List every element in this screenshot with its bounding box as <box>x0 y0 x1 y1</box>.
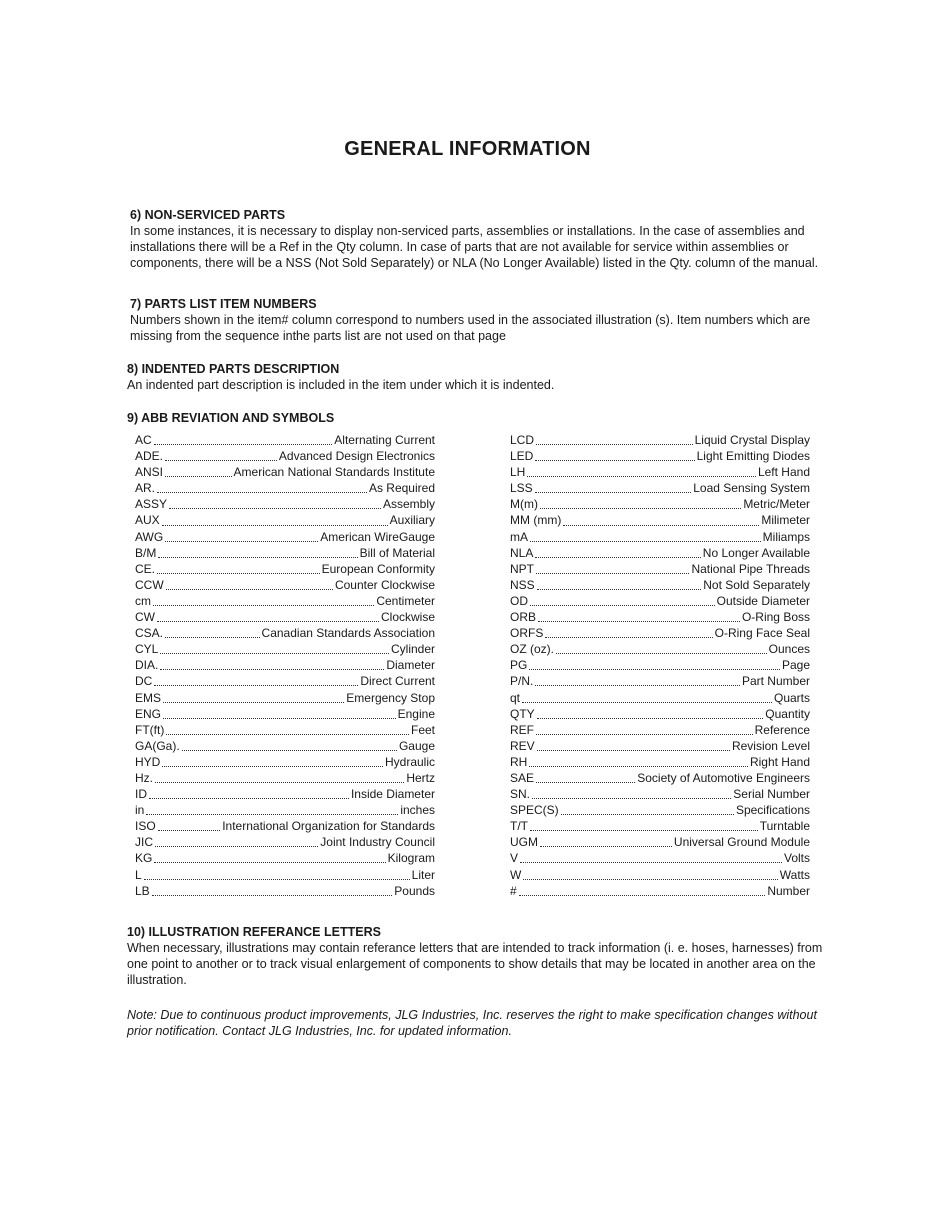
abbreviation-key: LCD <box>510 433 535 447</box>
abbreviation-key: SPEC(S) <box>510 803 559 818</box>
section-body: In some instances, it is necessary to display non-serviced parts, assemblies or installations. In the case of assemblies and installations there will be a Ref in the Qty column. In case of parts that are not available for service within assemblies or components, there will be a NSS (Not Sold Separately) or NLA (No Longer Available) listed in the Qty. column of the manual. <box>130 224 819 270</box>
abbreviation-key: FT(ft) <box>135 722 165 737</box>
dot-leader <box>157 564 320 574</box>
abbreviation-meaning: Joint Industry Council <box>320 835 435 850</box>
dot-leader <box>155 837 318 847</box>
abbreviation-meaning: Direct Current <box>360 674 435 689</box>
abbreviation-row <box>510 786 810 802</box>
dot-leader <box>545 628 712 638</box>
section-abbreviations <box>127 411 847 426</box>
abbreviation-row <box>510 657 810 673</box>
abbreviation-row <box>135 770 435 786</box>
abbreviation-row <box>510 480 810 496</box>
abbreviation-row <box>510 850 810 866</box>
abbreviation-key: KG <box>135 851 153 866</box>
abbreviation-key: AC <box>135 433 152 447</box>
abbreviation-key: cm <box>135 593 151 608</box>
abbreviation-meaning: Liter <box>411 867 435 882</box>
abbreviation-key: AUX <box>135 513 160 528</box>
dot-leader <box>182 741 397 751</box>
abbreviation-key: REF <box>510 722 534 737</box>
section-illustration-reference-letters <box>127 925 827 988</box>
abbreviation-meaning: Feet <box>410 722 435 737</box>
abbreviation-row <box>510 883 810 899</box>
abbreviation-row <box>135 496 435 512</box>
dot-leader <box>157 612 379 622</box>
note <box>127 1007 827 1039</box>
dot-leader <box>154 435 333 445</box>
abbreviation-key: ENG <box>135 706 162 721</box>
abbreviation-key: in <box>135 803 145 818</box>
abbreviation-meaning: National Pipe Threads <box>691 561 810 576</box>
dot-leader <box>158 548 357 558</box>
dot-leader <box>154 853 385 863</box>
abbreviation-meaning: Turntable <box>759 819 810 834</box>
abbreviation-key: ORB <box>510 610 537 625</box>
abbreviation-key: JIC <box>135 835 153 850</box>
dot-leader <box>536 564 689 574</box>
dot-leader <box>157 483 367 493</box>
abbreviation-row <box>510 754 810 770</box>
abbreviation-row <box>135 561 435 577</box>
dot-leader <box>535 483 692 493</box>
abbreviation-meaning: Hertz <box>406 770 435 785</box>
section-indented-parts-description <box>127 362 847 393</box>
dot-leader <box>165 628 260 638</box>
dot-leader <box>530 532 761 542</box>
abbreviation-meaning: Centimeter <box>376 593 435 608</box>
dot-leader <box>149 789 349 799</box>
dot-leader <box>561 805 734 815</box>
abbreviation-meaning: Alternating Current <box>334 433 435 447</box>
section-heading: 10) ILLUSTRATION REFERANCE LETTERS <box>127 925 381 939</box>
dot-leader <box>529 757 748 767</box>
dot-leader <box>563 516 759 526</box>
abbreviation-row <box>135 432 435 448</box>
abbreviation-row <box>510 609 810 625</box>
abbreviation-key: OZ (oz). <box>510 642 554 657</box>
dot-leader <box>535 451 694 461</box>
abbreviation-meaning: Advanced Design Electronics <box>278 449 435 464</box>
abbreviation-row <box>510 577 810 593</box>
abbreviation-row <box>510 625 810 641</box>
abbreviation-key: ORFS <box>510 626 544 641</box>
abbreviation-row <box>135 834 435 850</box>
abbreviation-key: RH <box>510 754 528 769</box>
abbreviation-key: LED <box>510 449 534 464</box>
dot-leader <box>158 821 221 831</box>
section-heading: 6) NON-SERVICED PARTS <box>130 208 286 222</box>
abbreviation-meaning: Inside Diameter <box>350 787 435 802</box>
abbreviation-row <box>135 577 435 593</box>
abbreviation-row <box>510 818 810 834</box>
dot-leader <box>152 886 393 896</box>
abbreviation-key: qt <box>510 690 521 705</box>
abbreviation-row <box>135 786 435 802</box>
abbreviation-row <box>510 512 810 528</box>
abbreviation-meaning: Number <box>767 883 810 898</box>
abbreviation-key: PG <box>510 658 528 673</box>
dot-leader <box>556 644 767 654</box>
abbreviation-key: GA(Ga). <box>135 738 180 753</box>
abbreviation-meaning: Quarts <box>773 690 810 705</box>
section-body: An indented part description is included in the item under which it is indented. <box>127 378 555 392</box>
abbreviation-key: CCW <box>135 577 164 592</box>
abbreviation-key: B/M <box>135 545 157 560</box>
abbreviation-meaning: Assembly <box>382 497 435 512</box>
dot-leader <box>538 612 740 622</box>
abbreviation-row <box>135 754 435 770</box>
dot-leader <box>169 499 381 509</box>
abbreviation-key: Hz. <box>135 770 153 785</box>
abbreviation-meaning: Universal Ground Module <box>673 835 810 850</box>
abbreviation-key: LH <box>510 465 526 480</box>
abbreviation-key: CW <box>135 610 155 625</box>
abbreviation-meaning: Reference <box>754 722 810 737</box>
abbreviation-row <box>510 690 810 706</box>
abbreviation-meaning: Quantity <box>765 706 810 721</box>
abbreviation-row <box>135 625 435 641</box>
abbreviation-meaning: Volts <box>783 851 810 866</box>
abbreviation-row <box>510 641 810 657</box>
dot-leader <box>535 548 700 558</box>
dot-leader <box>162 757 383 767</box>
abbreviation-row <box>510 464 810 480</box>
abbreviation-meaning: Bill of Material <box>359 545 435 560</box>
dot-leader <box>163 693 344 703</box>
abbreviation-meaning: Left Hand <box>757 465 810 480</box>
abbreviation-row <box>510 448 810 464</box>
dot-leader <box>532 789 731 799</box>
abbreviation-row <box>135 673 435 689</box>
abbreviation-meaning: Pounds <box>394 883 435 898</box>
abbreviation-meaning: Specifications <box>735 803 810 818</box>
dot-leader <box>160 660 384 670</box>
abbreviation-meaning: No Longer Available <box>702 545 810 560</box>
dot-leader <box>537 741 730 751</box>
abbreviation-key: LSS <box>510 481 533 496</box>
abbreviation-list-right <box>510 432 810 899</box>
abbreviation-row <box>135 448 435 464</box>
dot-leader <box>144 870 410 880</box>
abbreviation-meaning: Not Sold Separately <box>703 577 810 592</box>
abbreviation-key: ISO <box>135 819 156 834</box>
abbreviation-row <box>135 545 435 561</box>
abbreviation-key: # <box>510 883 517 898</box>
dot-leader <box>529 660 780 670</box>
dot-leader <box>530 821 758 831</box>
abbreviation-meaning: Counter Clockwise <box>334 577 435 592</box>
abbreviation-row <box>135 867 435 883</box>
abbreviation-meaning: Gauge <box>398 738 435 753</box>
abbreviation-meaning: Ounces <box>768 642 810 657</box>
abbreviation-meaning: Emergency Stop <box>346 690 435 705</box>
abbreviation-key: AWG <box>135 529 164 544</box>
dot-leader <box>536 773 635 783</box>
abbreviation-row <box>135 529 435 545</box>
abbreviation-key: SAE <box>510 770 535 785</box>
abbreviation-row <box>135 609 435 625</box>
dot-leader <box>530 596 715 606</box>
abbreviation-meaning: American National Standards Institute <box>233 465 435 480</box>
dot-leader <box>520 853 782 863</box>
abbreviation-key: QTY <box>510 706 535 721</box>
section-body: Numbers shown in the item# column correspond to numbers used in the associated illustration (s). Item numbers which are missing from the sequence inthe parts list are not used on that page <box>130 313 811 343</box>
dot-leader <box>165 467 232 477</box>
abbreviation-row <box>135 641 435 657</box>
abbreviation-meaning: Part Number <box>741 674 810 689</box>
abbreviation-list-left <box>135 432 435 899</box>
dot-leader <box>535 676 740 686</box>
abbreviation-key: ADE. <box>135 449 164 464</box>
abbreviation-meaning: Hydraulic <box>384 754 435 769</box>
abbreviation-key: CE. <box>135 561 156 576</box>
abbreviation-key: L <box>135 867 142 882</box>
dot-leader <box>519 886 766 896</box>
abbreviation-row <box>135 464 435 480</box>
abbreviation-row <box>510 545 810 561</box>
abbreviation-row <box>135 512 435 528</box>
abbreviation-meaning: Light Emitting Diodes <box>696 449 810 464</box>
section-heading: 9) ABB REVIATION AND SYMBOLS <box>127 411 335 425</box>
abbreviation-row <box>135 593 435 609</box>
abbreviation-meaning: Right Hand <box>749 754 810 769</box>
abbreviation-meaning: American WireGauge <box>320 529 435 544</box>
abbreviation-meaning: Miliamps <box>762 529 810 544</box>
dot-leader <box>537 580 702 590</box>
abbreviation-key: LB <box>135 883 150 898</box>
abbreviation-meaning: Milimeter <box>761 513 810 528</box>
abbreviation-row <box>135 657 435 673</box>
dot-leader <box>536 725 753 735</box>
abbreviation-meaning: Outside Diameter <box>716 593 810 608</box>
note-text: Note: Due to continuous product improvements, JLG Industries, Inc. reserves the right to make specification changes without prior notification. Contact JLG Industries, Inc. for updated information. <box>127 1008 817 1038</box>
abbreviation-row <box>510 770 810 786</box>
abbreviation-row <box>510 673 810 689</box>
abbreviation-key: NPT <box>510 561 534 576</box>
abbreviation-key: REV <box>510 738 535 753</box>
dot-leader <box>165 532 318 542</box>
dot-leader <box>160 644 389 654</box>
abbreviation-row <box>135 722 435 738</box>
abbreviation-row <box>510 593 810 609</box>
abbreviation-row <box>510 706 810 722</box>
abbreviation-key: UGM <box>510 835 538 850</box>
abbreviation-key: V <box>510 851 519 866</box>
abbreviation-key: T/T <box>510 819 528 834</box>
dot-leader <box>165 451 277 461</box>
abbreviation-key: P/N. <box>510 674 534 689</box>
abbreviation-meaning: Engine <box>397 706 435 721</box>
section-parts-list-item-numbers <box>130 297 850 344</box>
abbreviation-meaning: Clockwise <box>380 610 435 625</box>
abbreviation-row <box>510 529 810 545</box>
abbreviation-key: ASSY <box>135 497 168 512</box>
abbreviation-row <box>135 738 435 754</box>
abbreviation-key: M(m) <box>510 497 538 512</box>
abbreviation-key: OD <box>510 593 528 608</box>
dot-leader <box>154 676 358 686</box>
abbreviation-meaning: O-Ring Boss <box>741 610 810 625</box>
abbreviation-meaning: Load Sensing System <box>693 481 810 496</box>
abbreviation-row <box>135 706 435 722</box>
abbreviation-key: ANSI <box>135 465 164 480</box>
abbreviation-meaning: Diameter <box>386 658 435 673</box>
abbreviation-row <box>510 432 810 448</box>
abbreviation-row <box>135 480 435 496</box>
abbreviation-row <box>135 850 435 866</box>
dot-leader <box>162 516 388 526</box>
abbreviation-key: EMS <box>135 690 162 705</box>
dot-leader <box>163 709 396 719</box>
abbreviation-meaning: Liquid Crystal Display <box>694 433 810 447</box>
abbreviation-meaning: Canadian Standards Association <box>261 626 435 641</box>
abbreviation-key: mA <box>510 529 528 544</box>
abbreviation-meaning: Society of Automotive Engineers <box>637 770 810 785</box>
abbreviation-meaning: European Conformity <box>321 561 435 576</box>
abbreviation-key: MM (mm) <box>510 513 562 528</box>
section-heading: 8) INDENTED PARTS DESCRIPTION <box>127 362 340 376</box>
abbreviation-row <box>135 802 435 818</box>
abbreviation-meaning: Kilogram <box>387 851 435 866</box>
abbreviation-key: SN. <box>510 787 531 802</box>
abbreviation-row <box>510 738 810 754</box>
dot-leader <box>537 709 764 719</box>
abbreviation-key: NSS <box>510 577 535 592</box>
abbreviation-meaning: Page <box>781 658 810 673</box>
abbreviation-row <box>510 834 810 850</box>
abbreviation-meaning: Metric/Meter <box>743 497 810 512</box>
abbreviation-key: DIA. <box>135 658 159 673</box>
abbreviation-meaning: International Organization for Standards <box>222 819 435 834</box>
abbreviation-meaning: O-Ring Face Seal <box>714 626 810 641</box>
dot-leader <box>540 837 672 847</box>
dot-leader <box>153 596 374 606</box>
dot-leader <box>146 805 398 815</box>
dot-leader <box>527 467 756 477</box>
abbreviation-key: NLA <box>510 545 534 560</box>
abbreviation-key: DC <box>135 674 153 689</box>
dot-leader <box>522 693 772 703</box>
abbreviation-meaning: Auxiliary <box>389 513 435 528</box>
dot-leader <box>166 725 409 735</box>
section-heading: 7) PARTS LIST ITEM NUMBERS <box>130 297 317 311</box>
page-title: GENERAL INFORMATION <box>344 138 591 160</box>
abbreviation-row <box>135 690 435 706</box>
dot-leader <box>536 435 693 445</box>
abbreviation-meaning: As Required <box>368 481 435 496</box>
abbreviation-key: W <box>510 867 522 882</box>
abbreviation-row <box>510 802 810 818</box>
abbreviation-row <box>510 722 810 738</box>
abbreviation-meaning: Serial Number <box>733 787 810 802</box>
dot-leader <box>523 870 777 880</box>
abbreviation-row <box>135 883 435 899</box>
dot-leader <box>155 773 404 783</box>
abbreviation-key: HYD <box>135 754 161 769</box>
dot-leader <box>166 580 333 590</box>
abbreviation-meaning: Watts <box>779 867 810 882</box>
section-non-serviced-parts <box>130 208 850 271</box>
abbreviation-key: CYL <box>135 642 159 657</box>
dot-leader <box>540 499 741 509</box>
abbreviation-row <box>135 818 435 834</box>
abbreviation-row <box>510 496 810 512</box>
abbreviation-meaning: inches <box>400 803 435 818</box>
section-body: When necessary, illustrations may contain referance letters that are intended to track information (i. e. hoses, harnesses) from one point to another or to track visual enlargement of components to show details that may be located in another area on the illustration. <box>127 941 823 987</box>
abbreviation-key: CSA. <box>135 626 164 641</box>
abbreviation-meaning: Cylinder <box>390 642 435 657</box>
abbreviation-meaning: Revision Level <box>731 738 810 753</box>
abbreviation-key: ID <box>135 787 147 802</box>
abbreviation-row <box>510 561 810 577</box>
abbreviation-key: AR. <box>135 481 156 496</box>
abbreviation-row <box>510 867 810 883</box>
